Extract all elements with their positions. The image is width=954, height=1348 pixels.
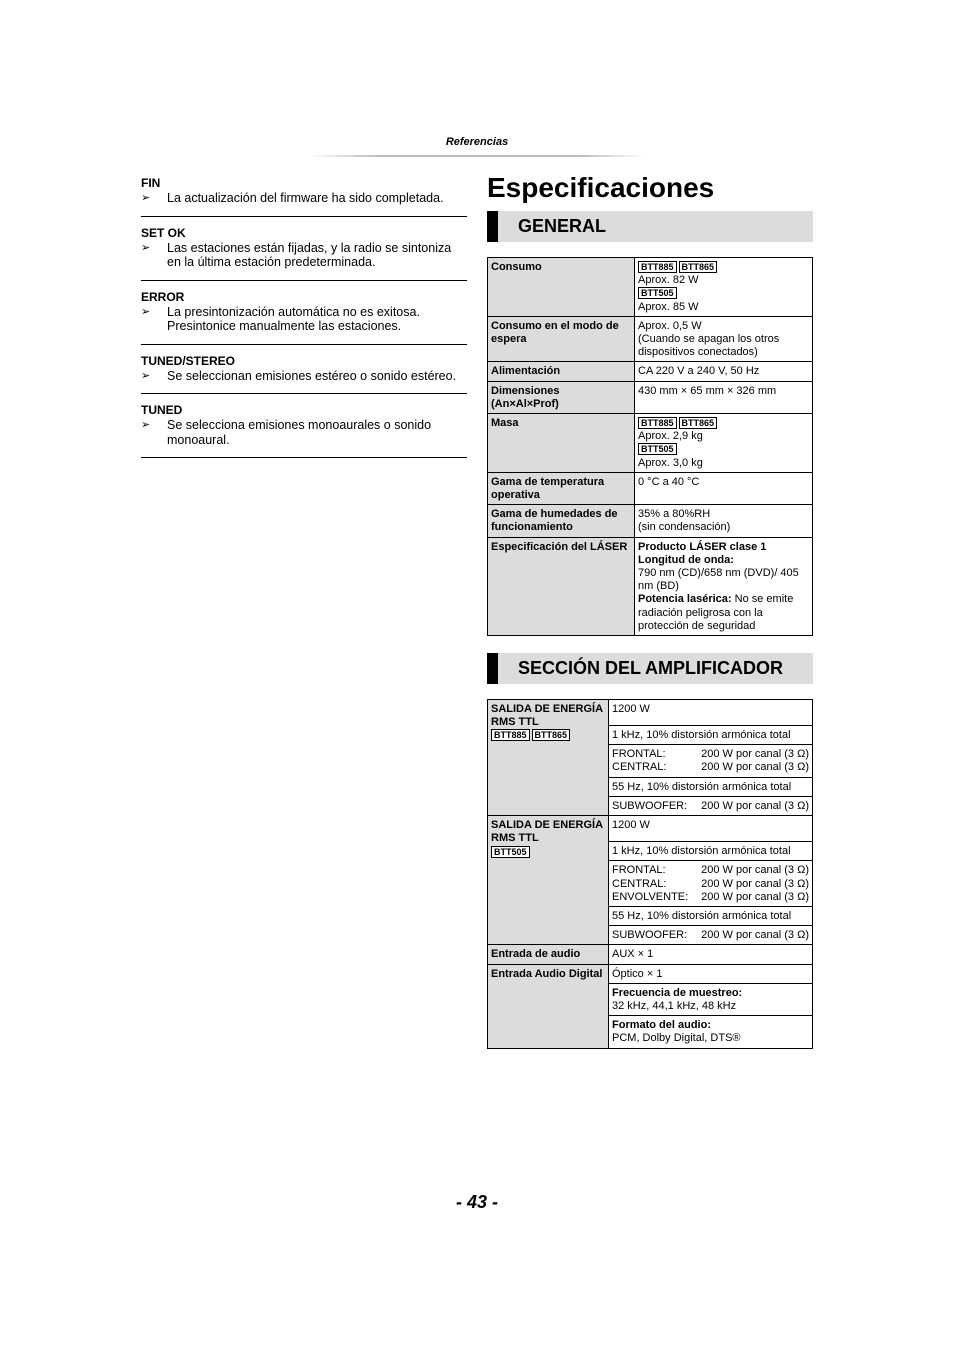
section-heading-amplifier xyxy=(487,653,813,684)
spec-value-text: No se emite radiación peligrosa con la protección de seguridad xyxy=(638,593,794,632)
message-item xyxy=(141,369,467,384)
channel-row: CENTRAL: 200 W por canal (3 Ω) xyxy=(612,877,809,890)
spec-value-text: Producto LÁSER clase 1 xyxy=(638,540,767,553)
table-row xyxy=(488,362,813,381)
table-row xyxy=(488,964,813,983)
section-heading-general xyxy=(487,211,813,242)
table-row xyxy=(488,537,813,635)
spec-value: Óptico × 1 xyxy=(609,964,813,983)
table-row xyxy=(488,945,813,964)
spec-value: 1 kHz, 10% distorsión armónica total xyxy=(609,842,813,861)
model-tag: BTT885 xyxy=(638,417,677,429)
spec-label xyxy=(488,816,609,945)
channel-row: SUBWOOFER: 200 W por canal (3 Ω) xyxy=(612,929,809,942)
spec-label: Entrada de audio xyxy=(488,945,609,964)
spec-value-text: Aprox. 85 W xyxy=(638,300,699,313)
message-text: Las estaciones están fijadas, y la radio se sintoniza en la última estación predeterminada. xyxy=(167,240,452,269)
message-list xyxy=(141,176,467,467)
bullet-arrow-icon: ➢ xyxy=(141,369,151,382)
bullet-arrow-icon: ➢ xyxy=(141,419,151,431)
spec-label-text: SALIDA DE ENERGÍA RMS TTL xyxy=(491,703,603,729)
model-tag: BTT505 xyxy=(638,443,677,455)
model-tag: BTT505 xyxy=(491,846,530,858)
spec-value xyxy=(635,537,813,635)
channel-row: FRONTAL: 200 W por canal (3 Ω) xyxy=(612,864,809,877)
page-title: Especificaciones xyxy=(487,172,715,203)
spec-value: CA 220 V a 240 V, 50 Hz xyxy=(635,362,813,381)
spec-label: Gama de humedades de funcionamiento xyxy=(488,505,635,537)
model-tag: BTT505 xyxy=(638,287,677,299)
general-spec-table xyxy=(487,257,813,636)
model-tag: BTT865 xyxy=(532,729,571,741)
spec-value-text: 32 kHz, 44,1 kHz, 48 kHz xyxy=(612,999,737,1012)
model-tag: BTT865 xyxy=(679,261,718,273)
spec-label: Masa xyxy=(488,414,635,473)
specifications xyxy=(487,170,813,1049)
spec-value-text: (sin condensación) xyxy=(638,521,731,534)
section-title: GENERAL xyxy=(518,216,607,236)
message-code: ERROR xyxy=(141,289,185,304)
spec-value-text: PCM, Dolby Digital, DTS® xyxy=(612,1032,741,1045)
bullet-arrow-icon: ➢ xyxy=(141,305,151,318)
message-text: Se selecciona emisiones monoaurales o sonido monoaural. xyxy=(167,418,432,447)
bullet-arrow-icon: ➢ xyxy=(141,241,151,254)
spec-value: 1200 W xyxy=(609,700,813,726)
channel-row: SUBWOOFER: 200 W por canal (3 Ω) xyxy=(612,799,809,812)
table-row xyxy=(488,316,813,362)
spec-label xyxy=(488,700,609,816)
spec-value xyxy=(609,926,813,945)
spec-value-text: Frecuencia de muestreo: xyxy=(612,986,743,999)
model-tag: BTT885 xyxy=(638,261,677,273)
spec-label: Entrada Audio Digital xyxy=(488,964,609,1048)
table-row xyxy=(488,414,813,473)
amplifier-spec-table xyxy=(487,699,813,1048)
spec-value xyxy=(635,258,813,317)
message-text: La presintonización automática no es exitosa. Presintonice manualmente las estaciones. xyxy=(167,304,420,333)
spec-value xyxy=(609,1016,813,1048)
table-row xyxy=(488,472,813,504)
running-header: Referencias xyxy=(445,136,509,148)
spec-value: 1200 W xyxy=(609,816,813,842)
spec-value xyxy=(609,796,813,815)
spec-label: Especificación del LÁSER xyxy=(488,537,635,635)
spec-value: AUX × 1 xyxy=(609,945,813,964)
spec-value: 55 Hz, 10% distorsión armónica total xyxy=(609,906,813,925)
spec-label: Consumo xyxy=(488,258,635,317)
message-item xyxy=(141,305,467,334)
spec-label xyxy=(488,381,635,413)
spec-value xyxy=(635,505,813,537)
spec-value: 55 Hz, 10% distorsión armónica total xyxy=(609,777,813,796)
spec-value-text: Potencia lasérica: xyxy=(638,593,732,606)
spec-value: 1 kHz, 10% distorsión armónica total xyxy=(609,726,813,745)
table-row xyxy=(488,505,813,537)
spec-label-text: SALIDA DE ENERGÍA RMS TTL xyxy=(491,819,603,845)
message-item xyxy=(141,191,467,206)
message-block xyxy=(141,403,467,458)
spec-value xyxy=(635,414,813,473)
table-row xyxy=(488,381,813,413)
model-tag: BTT885 xyxy=(491,729,530,741)
section-bar xyxy=(487,653,498,684)
message-text: La actualización del firmware ha sido completada. xyxy=(167,191,444,205)
spec-label-text: Dimensiones xyxy=(491,384,560,397)
spec-value-text: Aprox. 3,0 kg xyxy=(638,456,703,469)
spec-label: Gama de temperatura operativa xyxy=(488,472,635,504)
message-item xyxy=(141,418,467,447)
spec-value: 0 °C a 40 °C xyxy=(635,472,813,504)
table-row xyxy=(488,700,813,726)
spec-value-text: Aprox. 2,9 kg xyxy=(638,430,703,443)
page-number: - 43 - xyxy=(455,1192,498,1212)
message-item xyxy=(141,241,467,270)
spec-label: Alimentación xyxy=(488,362,635,381)
section-bar xyxy=(487,211,498,242)
channel-row: CENTRAL: 200 W por canal (3 Ω) xyxy=(612,761,809,774)
spec-label: Consumo en el modo de espera xyxy=(488,316,635,362)
spec-value-text: Aprox. 82 W xyxy=(638,274,699,287)
spec-value: 430 mm × 65 mm × 326 mm xyxy=(635,381,813,413)
model-tag: BTT865 xyxy=(679,417,718,429)
message-code: TUNED xyxy=(141,403,183,417)
spec-value-text: (Cuando se apagan los otros dispositivos conectados) xyxy=(638,333,780,359)
spec-value xyxy=(609,745,813,777)
section-title: SECCIÓN DEL AMPLIFICADOR xyxy=(518,658,784,679)
spec-value-text: 35% a 80%RH xyxy=(638,508,711,521)
channel-row: FRONTAL: 200 W por canal (3 Ω) xyxy=(612,748,809,761)
bullet-arrow-icon: ➢ xyxy=(141,192,151,204)
channel-row: ENVOLVENTE: 200 W por canal (3 Ω) xyxy=(612,890,809,903)
spec-value xyxy=(635,316,813,362)
header-rule xyxy=(310,155,646,157)
spec-value-text: 790 nm (CD)/658 nm (DVD)/ 405 nm (BD) xyxy=(638,567,799,593)
message-block xyxy=(141,176,467,217)
message-block xyxy=(141,354,467,395)
table-row xyxy=(488,816,813,842)
spec-label-text: (An×Al×Prof) xyxy=(491,397,559,410)
spec-value xyxy=(609,983,813,1015)
message-code: TUNED/STEREO xyxy=(141,353,236,368)
message-code: FIN xyxy=(141,176,161,190)
spec-value-text: Longitud de onda: xyxy=(638,553,734,566)
spec-value xyxy=(609,861,813,907)
message-block xyxy=(141,290,467,345)
table-row xyxy=(488,258,813,317)
spec-value-text: Aprox. 0,5 W xyxy=(638,319,702,332)
message-block xyxy=(141,226,467,281)
message-text: Se seleccionan emisiones estéreo o sonido estéreo. xyxy=(167,368,457,383)
message-code: SET OK xyxy=(141,225,186,240)
spec-value-text: Formato del audio: xyxy=(612,1019,711,1032)
